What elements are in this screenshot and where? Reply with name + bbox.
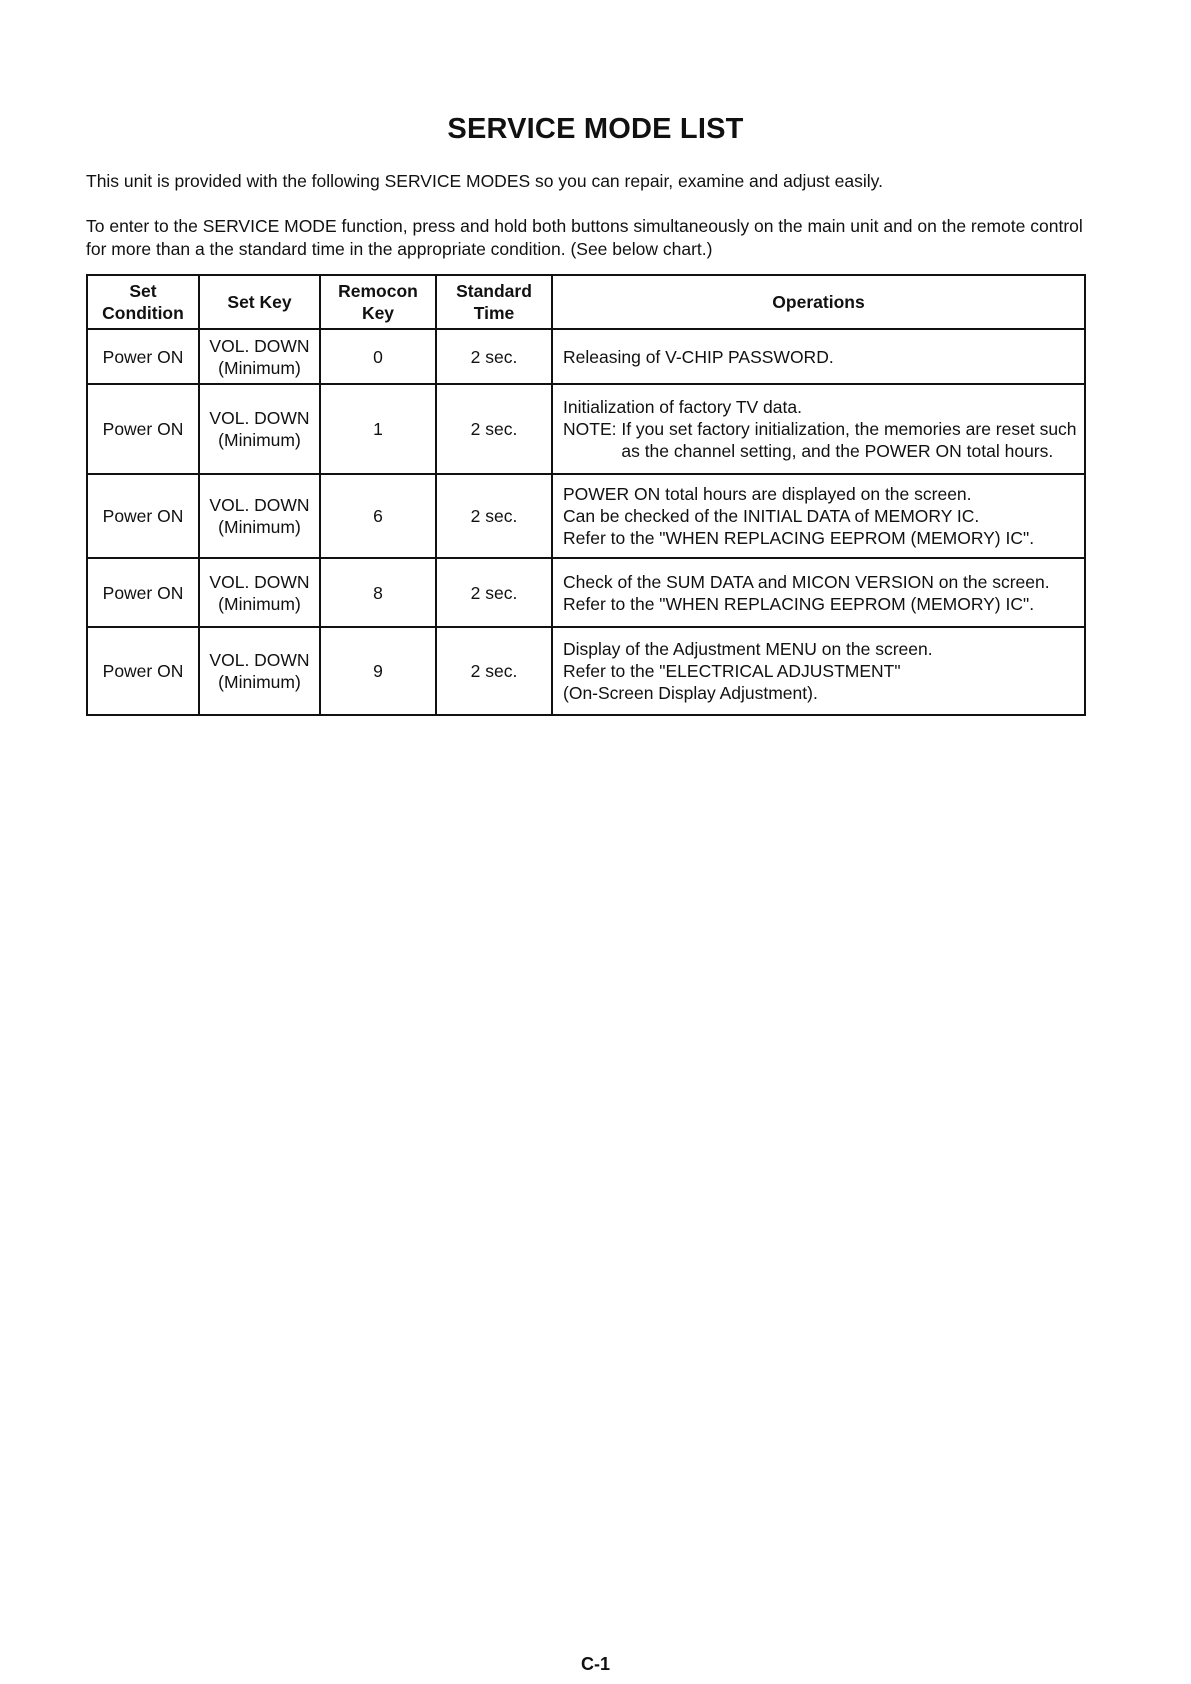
- cell-condition: Power ON: [87, 384, 199, 474]
- cell-remocon-key: 1: [320, 384, 436, 474]
- cell-set-key: VOL. DOWN (Minimum): [199, 384, 320, 474]
- cell-set-key: VOL. DOWN (Minimum): [199, 329, 320, 384]
- cell-condition: Power ON: [87, 329, 199, 384]
- page-number: C-1: [580, 1654, 610, 1674]
- page-title: SERVICE MODE LIST: [447, 113, 744, 145]
- cell-set-key: VOL. DOWN (Minimum): [199, 627, 320, 715]
- note-text: If you set factory initialization, the memories are reset such as the channel setting, and the POWER ON total hours.: [621, 419, 1077, 461]
- cell-remocon-key: 9: [320, 627, 436, 715]
- note-label: NOTE:: [563, 419, 622, 439]
- intro-paragraph: This unit is provided with the following SERVICE MODES so you can repair, examine and adjust easily.: [86, 171, 883, 191]
- cell-remocon-key: 6: [320, 474, 436, 558]
- cell-remocon-key: 8: [320, 558, 436, 627]
- cell-operations: Display of the Adjustment MENU on the screen. Refer to the "ELECTRICAL ADJUSTMENT" (On-Screen Display Adjustment).: [552, 627, 1085, 715]
- header-set-condition: Set Condition: [87, 275, 199, 329]
- header-remocon-key: Remocon Key: [320, 275, 436, 329]
- cell-remocon-key: 0: [320, 329, 436, 384]
- table-row: [87, 558, 1085, 627]
- header-set-key: Set Key: [199, 275, 320, 329]
- cell-condition: Power ON: [87, 627, 199, 715]
- cell-operations: Releasing of V-CHIP PASSWORD.: [552, 329, 1085, 384]
- cell-set-key: VOL. DOWN (Minimum): [199, 474, 320, 558]
- cell-operations: Check of the SUM DATA and MICON VERSION on the screen. Refer to the "WHEN REPLACING EEPROM (MEMORY) IC".: [552, 558, 1085, 627]
- table-row: [87, 474, 1085, 558]
- note: [563, 418, 1080, 462]
- table-row: [87, 384, 1085, 474]
- table-row: [87, 329, 1085, 384]
- cell-operations: POWER ON total hours are displayed on the screen. Can be checked of the INITIAL DATA of MEMORY IC. Refer to the "WHEN REPLACING EEPROM (MEMORY) IC".: [552, 474, 1085, 558]
- service-mode-table: [86, 274, 1086, 716]
- cell-set-key: VOL. DOWN (Minimum): [199, 558, 320, 627]
- cell-time: 2 sec.: [436, 627, 552, 715]
- cell-time: 2 sec.: [436, 474, 552, 558]
- cell-time: 2 sec.: [436, 329, 552, 384]
- table-row: [87, 627, 1085, 715]
- cell-operations: Initialization of factory TV data. NOTE: If you set factory initialization, the memories are reset such as the channel setting, and the POWER ON total hours.: [552, 384, 1085, 474]
- cell-time: 2 sec.: [436, 558, 552, 627]
- cell-time: 2 sec.: [436, 384, 552, 474]
- cell-condition: Power ON: [87, 558, 199, 627]
- table-header-row: [87, 275, 1085, 329]
- header-standard-time: Standard Time: [436, 275, 552, 329]
- instruction-paragraph: To enter to the SERVICE MODE function, press and hold both buttons simultaneously on the main unit and on the remote control for more than a the standard time in the appropriate condition. (See below chart.): [86, 216, 1083, 259]
- cell-condition: Power ON: [87, 474, 199, 558]
- header-operations: Operations: [552, 275, 1085, 329]
